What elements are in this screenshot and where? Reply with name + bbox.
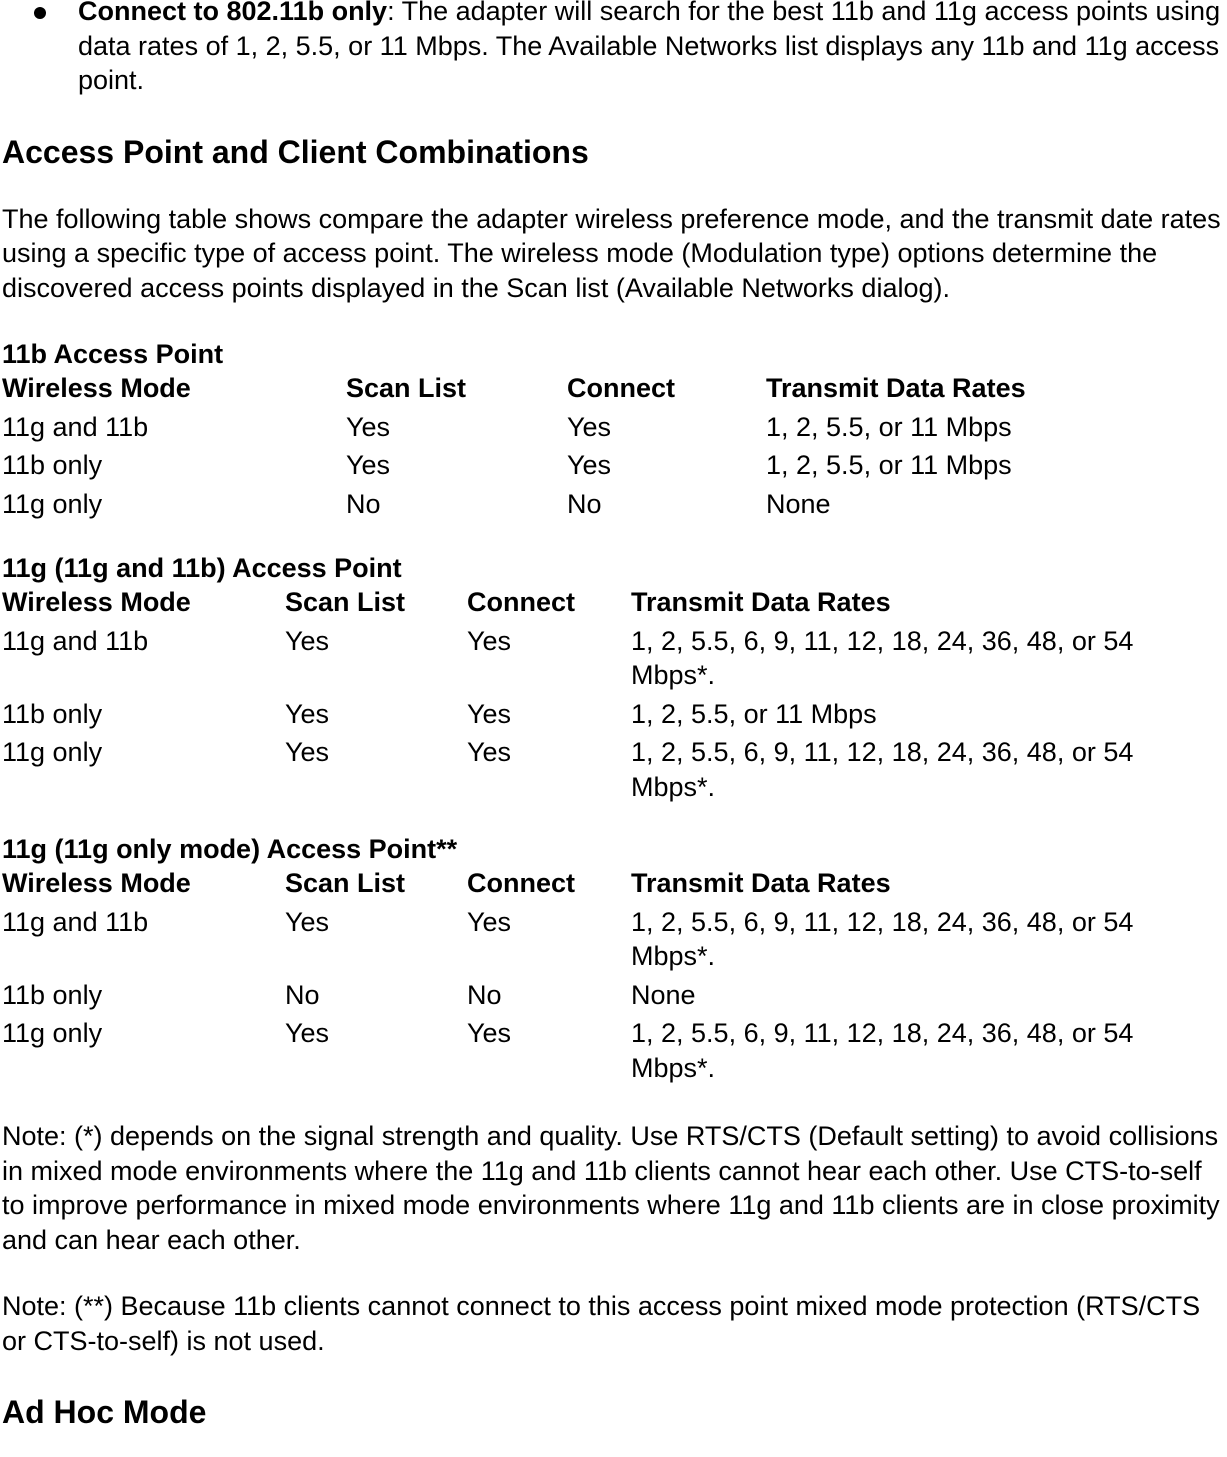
header-transmit-rates: Transmit Data Rates	[631, 868, 891, 898]
ad-hoc-heading: Ad Hoc Mode	[2, 1394, 207, 1430]
table-row	[2, 735, 1206, 808]
cell-rates: 1, 2, 5.5, or 11 Mbps	[766, 450, 1012, 480]
cell-connect: No	[467, 979, 502, 1010]
cell-connect: Yes	[467, 698, 512, 729]
table-row	[2, 1016, 1206, 1089]
cell-scan: Yes	[285, 906, 330, 937]
cell-mode: 11g only	[2, 737, 103, 767]
table-title-11b-ap: 11b Access Point	[2, 339, 224, 369]
table-header-row	[2, 866, 1206, 905]
cell-connect: No	[567, 488, 602, 519]
cell-connect: Yes	[467, 625, 512, 656]
cell-connect: Yes	[467, 1018, 512, 1048]
cell-scan: Yes	[285, 625, 330, 656]
bullet-list	[2, 0, 1224, 98]
cell-mode: 11g only	[2, 1018, 103, 1048]
cell-mode: 11b only	[2, 979, 103, 1010]
bullet-text: : The adapter will search for the best 11b and 11g access points using data rates of 1, 2, 5.5, or 11 Mbps. The Available Networks list displays any 11b and 11g access point.	[78, 0, 1221, 95]
cell-scan: Yes	[285, 737, 330, 767]
note-asterisk: Note: (*) depends on the signal strength and quality. Use RTS/CTS (Default setting) to avoid collisions in mixed mode environments where the 11g and 11b clients cannot hear each other. Use CTS-to-self to improve performance in mixed mode environments where 11g and 11b clients are in close proximity and can hear each other.	[2, 1121, 1220, 1255]
cell-rates: 1, 2, 5.5, 6, 9, 11, 12, 18, 24, 36, 48, or 54 Mbps*.	[631, 625, 1134, 690]
cell-scan: Yes	[346, 411, 391, 442]
table-title-11g-only-ap: 11g (11g only mode) Access Point**	[2, 834, 458, 864]
table-header-row	[2, 585, 1206, 624]
header-wireless-mode: Wireless Mode	[2, 587, 191, 617]
cell-mode: 11b only	[2, 698, 103, 729]
table-row	[2, 410, 1206, 449]
cell-rates: 1, 2, 5.5, or 11 Mbps	[766, 411, 1012, 442]
cell-connect: Yes	[467, 906, 512, 937]
cell-connect: Yes	[567, 411, 612, 442]
table-row	[2, 978, 1206, 1017]
bullet-dot-icon	[34, 7, 46, 19]
header-scan-list: Scan List	[346, 373, 467, 403]
header-wireless-mode: Wireless Mode	[2, 373, 191, 403]
cell-connect: Yes	[467, 737, 512, 767]
cell-rates: None	[631, 979, 696, 1010]
cell-connect: Yes	[567, 450, 612, 480]
table-11g-only-access-point	[2, 866, 1206, 1089]
cell-scan: Yes	[346, 450, 391, 480]
header-connect: Connect	[567, 373, 675, 403]
table-row	[2, 624, 1206, 697]
cell-rates: 1, 2, 5.5, 6, 9, 11, 12, 18, 24, 36, 48, or 54 Mbps*.	[631, 1018, 1134, 1083]
cell-scan: No	[285, 979, 320, 1010]
header-transmit-rates: Transmit Data Rates	[766, 373, 1026, 403]
table-title-11g-mixed-ap: 11g (11g and 11b) Access Point	[2, 553, 402, 583]
header-scan-list: Scan List	[285, 868, 406, 898]
cell-mode: 11g and 11b	[2, 906, 149, 937]
cell-mode: 11g only	[2, 488, 103, 519]
header-wireless-mode: Wireless Mode	[2, 868, 191, 898]
table-11g-mixed-access-point	[2, 585, 1206, 808]
cell-rates: None	[766, 488, 831, 519]
header-scan-list: Scan List	[285, 587, 406, 617]
cell-scan: Yes	[285, 1018, 330, 1048]
section-heading: Access Point and Client Combinations	[2, 133, 589, 170]
header-connect: Connect	[467, 868, 575, 898]
table-11b-access-point	[2, 371, 1206, 525]
header-connect: Connect	[467, 587, 575, 617]
cell-mode: 11b only	[2, 450, 103, 480]
intro-paragraph: The following table shows compare the adapter wireless preference mode, and the transmit date rates using a specific type of access point. The wireless mode (Modulation type) options determine the discovered access points displayed in the Scan list (Available Networks dialog).	[2, 203, 1221, 303]
bullet-term: Connect to 802.11b only	[78, 0, 388, 26]
cell-rates: 1, 2, 5.5, 6, 9, 11, 12, 18, 24, 36, 48, or 54 Mbps*.	[631, 737, 1134, 802]
note-double-asterisk: Note: (**) Because 11b clients cannot connect to this access point mixed mode protection (RTS/CTS or CTS-to-self) is not used.	[2, 1291, 1201, 1356]
cell-scan: No	[346, 488, 381, 519]
cell-rates: 1, 2, 5.5, 6, 9, 11, 12, 18, 24, 36, 48, or 54 Mbps*.	[631, 906, 1134, 971]
cell-mode: 11g and 11b	[2, 625, 149, 656]
cell-mode: 11g and 11b	[2, 411, 149, 442]
cell-rates: 1, 2, 5.5, or 11 Mbps	[631, 698, 877, 729]
document-page	[2, 0, 1224, 1432]
header-transmit-rates: Transmit Data Rates	[631, 587, 891, 617]
bullet-item-connect-80211b	[78, 0, 1224, 98]
table-header-row	[2, 371, 1206, 410]
table-row	[2, 697, 1206, 736]
table-row	[2, 448, 1206, 487]
cell-scan: Yes	[285, 698, 330, 729]
table-row	[2, 487, 1206, 526]
table-row	[2, 905, 1206, 978]
